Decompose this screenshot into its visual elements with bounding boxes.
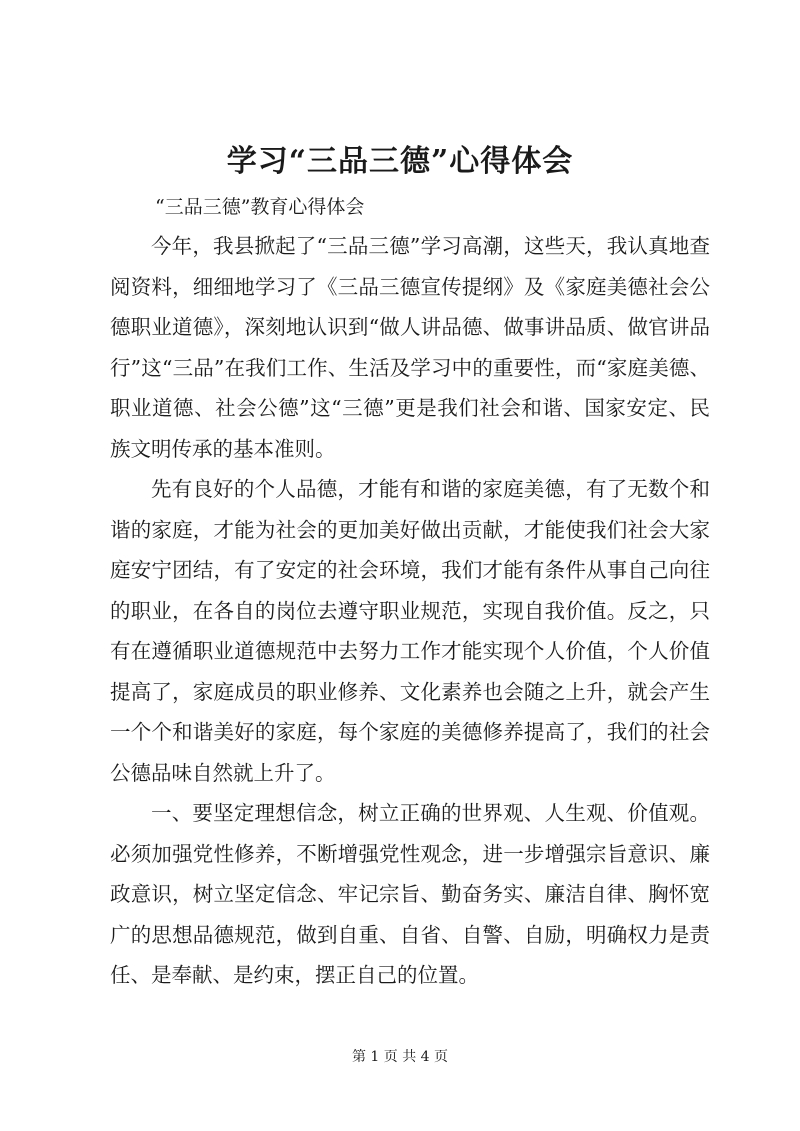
paragraph: 今年，我县掀起了“三品三德”学习高潮，这些天，我认真地查阅资料，细细地学习了《三品三德宣传提纲》及《家庭美德社会公德职业道德》，深刻地认识到“做人讲品德、做事讲品质、做官讲品行”这“三品”在我们工作、生活及学习中的重要性，而“家庭美德、职业道德、社会公德”这“三德”更是我们社会和谐、国家安定、民族文明传承的基本准则。 — [110, 234, 710, 461]
paragraph: 一、要坚定理想信念，树立正确的世界观、人生观、价值观。必须加强党性修养，不断增强党性观念，进一步增强宗旨意识、廉政意识，树立坚定信念、牢记宗旨、勤奋务实、廉洁自律、胸怀宽广的思想品德规范，做到自重、自省、自警、自励，明确权力是责任、是奉献、是约束，摆正自己的位置。 — [110, 801, 710, 987]
document-subtitle: “三品三德”教育心得体会 — [155, 196, 365, 218]
page-number-footer: 第 1 页 共 4 页 — [351, 1049, 449, 1065]
paragraph: 先有良好的个人品德，才能有和谐的家庭美德，有了无数个和谐的家庭，才能为社会的更加美好做出贡献，才能使我们社会大家庭安宁团结，有了安定的社会环境，我们才能有条件从事自己向往的职业，在各自的岗位去遵守职业规范，实现自我价值。反之，只有在遵循职业道德规范中去努力工作才能实现个人价值，个人价值提高了，家庭成员的职业修养、文化素养也会随之上升，就会产生一个个和谐美好的家庭，每个家庭的美德修养提高了，我们的社会公德品味自然就上升了。 — [110, 477, 710, 785]
document-body — [110, 226, 710, 996]
document-title: 学习“三品三德”心得体会 — [226, 144, 574, 179]
